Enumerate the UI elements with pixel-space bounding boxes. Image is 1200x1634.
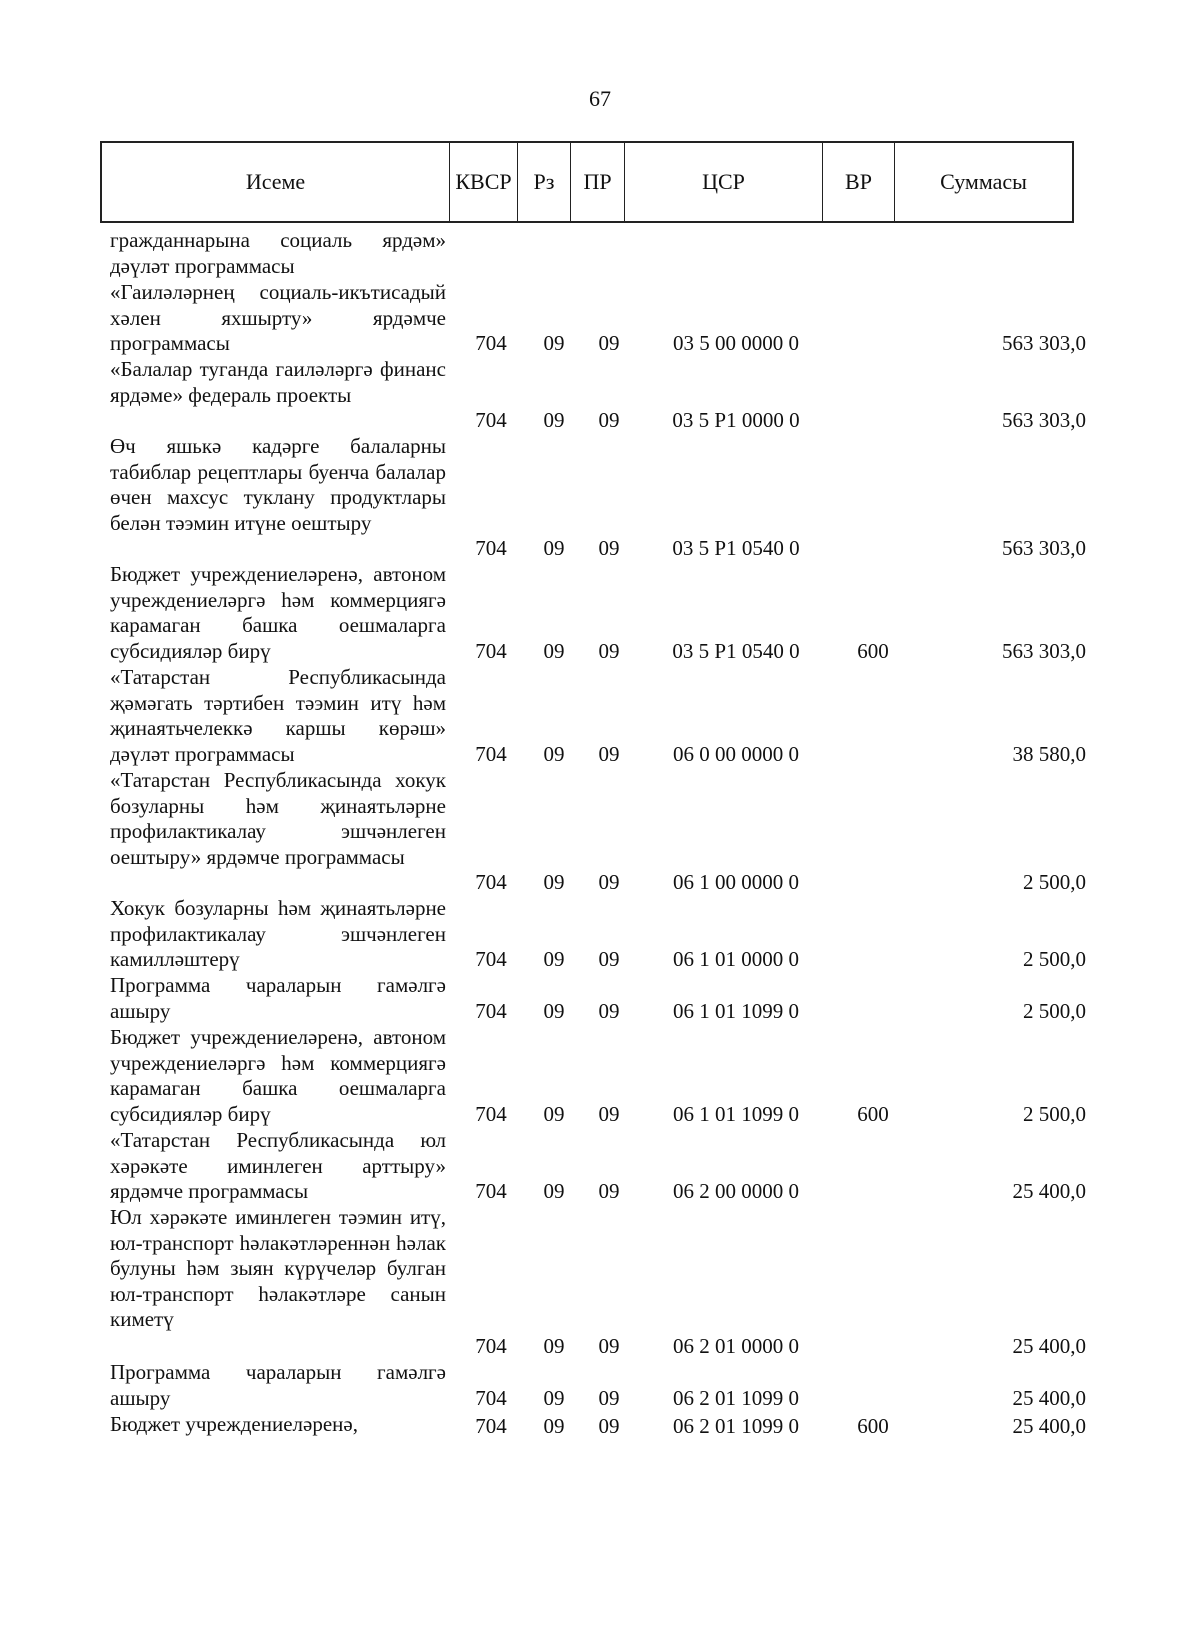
row-sum: 563 303,0 xyxy=(1002,331,1086,356)
row-name: Өч яшькә кадәрге балаларны табиблар рецептлары буенча балалар өчен махсус туклану продуктлары белән тәэмин итүне оештыру xyxy=(110,434,446,535)
row-sum: 563 303,0 xyxy=(1002,536,1086,561)
row-kvsr: 704 xyxy=(475,1179,507,1204)
row-name: Хокук бозуларны һәм җинаятьләрне профилактикалау эшчәнлеген камилләштерү xyxy=(110,896,446,972)
row-csr: 06 0 00 0000 0 xyxy=(673,742,799,767)
row-pr: 09 xyxy=(598,1386,620,1411)
header-pr: ПР xyxy=(571,143,625,221)
row-kvsr: 704 xyxy=(475,1386,507,1411)
row-pr: 09 xyxy=(598,870,620,895)
row-pr: 09 xyxy=(598,999,620,1024)
row-kvsr: 704 xyxy=(475,870,507,895)
row-name: Программа чараларын гамәлгә ашыру xyxy=(110,1360,446,1410)
header-rz: Рз xyxy=(518,143,571,221)
row-name: Программа чараларын гамәлгә ашыру xyxy=(110,973,446,1023)
header-vr: ВР xyxy=(823,143,895,221)
row-rz: 09 xyxy=(543,1386,565,1411)
table-row xyxy=(0,1128,1200,1205)
row-csr: 03 5 00 0000 0 xyxy=(673,331,799,356)
row-pr: 09 xyxy=(598,1334,620,1359)
row-name: Бюджет учреждениеләренә, xyxy=(110,1412,358,1436)
row-kvsr: 704 xyxy=(475,742,507,767)
row-name: «Татарстан Республикасында хокук бозуларны һәм җинаятьләрне профилактикалау эшчәнлеген оештыру» ярдәмче программасы xyxy=(110,768,446,869)
row-name: «Балалар туганда гаиләләргә финанс ярдәме» федераль проекты xyxy=(110,357,446,407)
row-kvsr: 704 xyxy=(475,639,507,664)
row-rz: 09 xyxy=(543,408,565,433)
row-rz: 09 xyxy=(543,536,565,561)
row-rz: 09 xyxy=(543,639,565,664)
row-rz: 09 xyxy=(543,1102,565,1127)
row-name: «Гаиләләрнең социаль-икътисадый хәлен яхшырту» ярдәмче программасы xyxy=(110,280,446,356)
table-row xyxy=(0,228,1200,280)
row-csr: 06 2 01 1099 0 xyxy=(673,1414,799,1439)
row-csr: 06 1 00 0000 0 xyxy=(673,870,799,895)
row-pr: 09 xyxy=(598,1102,620,1127)
row-sum: 2 500,0 xyxy=(1023,1102,1086,1127)
row-rz: 09 xyxy=(543,999,565,1024)
row-pr: 09 xyxy=(598,1179,620,1204)
row-rz: 09 xyxy=(543,870,565,895)
row-csr: 06 2 01 1099 0 xyxy=(673,1386,799,1411)
row-name: Бюджет учреждениеләренә, автоном учреждениеләргә һәм коммерциягә карамаган башка оешмаларга субсидияләр бирү xyxy=(110,1025,446,1126)
row-name: Бюджет учреждениеләренә, автоном учреждениеләргә һәм коммерциягә карамаган башка оешмаларга субсидияләр бирү xyxy=(110,562,446,663)
row-csr: 03 5 Р1 0000 0 xyxy=(672,408,800,433)
row-kvsr: 704 xyxy=(475,408,507,433)
row-rz: 09 xyxy=(543,331,565,356)
row-csr: 06 2 01 0000 0 xyxy=(673,1334,799,1359)
row-kvsr: 704 xyxy=(475,331,507,356)
header-kvsr: КВСР xyxy=(450,143,518,221)
table-header xyxy=(100,141,1074,223)
row-rz: 09 xyxy=(543,1334,565,1359)
row-pr: 09 xyxy=(598,947,620,972)
row-csr: 06 2 00 0000 0 xyxy=(673,1179,799,1204)
row-sum: 38 580,0 xyxy=(1012,742,1086,767)
row-pr: 09 xyxy=(598,742,620,767)
row-kvsr: 704 xyxy=(475,947,507,972)
table-row xyxy=(0,280,1200,357)
table-row xyxy=(0,896,1200,973)
table-row xyxy=(0,434,1200,562)
table-row xyxy=(0,357,1200,434)
row-pr: 09 xyxy=(598,331,620,356)
header-name: Исеме xyxy=(102,143,450,221)
row-name: «Татарстан Республикасында җәмәгать тәртибен тәэмин итү һәм җинаятьчелеккә каршы көрәш» дәүләт программасы xyxy=(110,665,446,766)
row-sum: 2 500,0 xyxy=(1023,870,1086,895)
row-vr: 600 xyxy=(857,639,889,664)
row-csr: 06 1 01 1099 0 xyxy=(673,1102,799,1127)
row-kvsr: 704 xyxy=(475,536,507,561)
row-sum: 2 500,0 xyxy=(1023,947,1086,972)
row-pr: 09 xyxy=(598,408,620,433)
row-kvsr: 704 xyxy=(475,1414,507,1439)
header-csr: ЦСР xyxy=(625,143,823,221)
row-csr: 06 1 01 0000 0 xyxy=(673,947,799,972)
table-row xyxy=(0,1205,1200,1360)
row-sum: 25 400,0 xyxy=(1012,1386,1086,1411)
table-row xyxy=(0,1360,1200,1412)
row-csr: 06 1 01 1099 0 xyxy=(673,999,799,1024)
row-sum: 25 400,0 xyxy=(1012,1414,1086,1439)
row-pr: 09 xyxy=(598,1414,620,1439)
table-row xyxy=(0,973,1200,1025)
row-vr: 600 xyxy=(857,1102,889,1127)
table-row xyxy=(0,562,1200,665)
row-kvsr: 704 xyxy=(475,1334,507,1359)
row-sum: 563 303,0 xyxy=(1002,639,1086,664)
row-name: «Татарстан Республикасында юл хәрәкәте иминлеген арттыру» ярдәмче программасы xyxy=(110,1128,446,1204)
row-sum: 563 303,0 xyxy=(1002,408,1086,433)
row-pr: 09 xyxy=(598,536,620,561)
row-rz: 09 xyxy=(543,742,565,767)
row-rz: 09 xyxy=(543,1179,565,1204)
row-csr: 03 5 Р1 0540 0 xyxy=(672,536,800,561)
row-sum: 25 400,0 xyxy=(1012,1179,1086,1204)
row-rz: 09 xyxy=(543,947,565,972)
row-rz: 09 xyxy=(543,1414,565,1439)
row-sum: 25 400,0 xyxy=(1012,1334,1086,1359)
row-csr: 03 5 Р1 0540 0 xyxy=(672,639,800,664)
row-sum: 2 500,0 xyxy=(1023,999,1086,1024)
page-number: 67 xyxy=(589,86,611,111)
table-row xyxy=(0,768,1200,896)
table-row xyxy=(0,1025,1200,1128)
row-kvsr: 704 xyxy=(475,999,507,1024)
row-pr: 09 xyxy=(598,639,620,664)
header-sum: Суммасы xyxy=(940,169,1027,194)
table-row xyxy=(0,1412,1200,1440)
row-vr: 600 xyxy=(857,1414,889,1439)
row-name: Юл хәрәкәте иминлеген тәэмин итү, юл-транспорт һәлакәтләреннән һәлак булуны һәм зыян күрүчеләр булган юл-транспорт һәлакәтләре санын киметү xyxy=(110,1205,446,1332)
table-row xyxy=(0,665,1200,768)
row-name: гражданнарына социаль ярдәм» дәүләт программасы xyxy=(110,228,446,278)
row-kvsr: 704 xyxy=(475,1102,507,1127)
